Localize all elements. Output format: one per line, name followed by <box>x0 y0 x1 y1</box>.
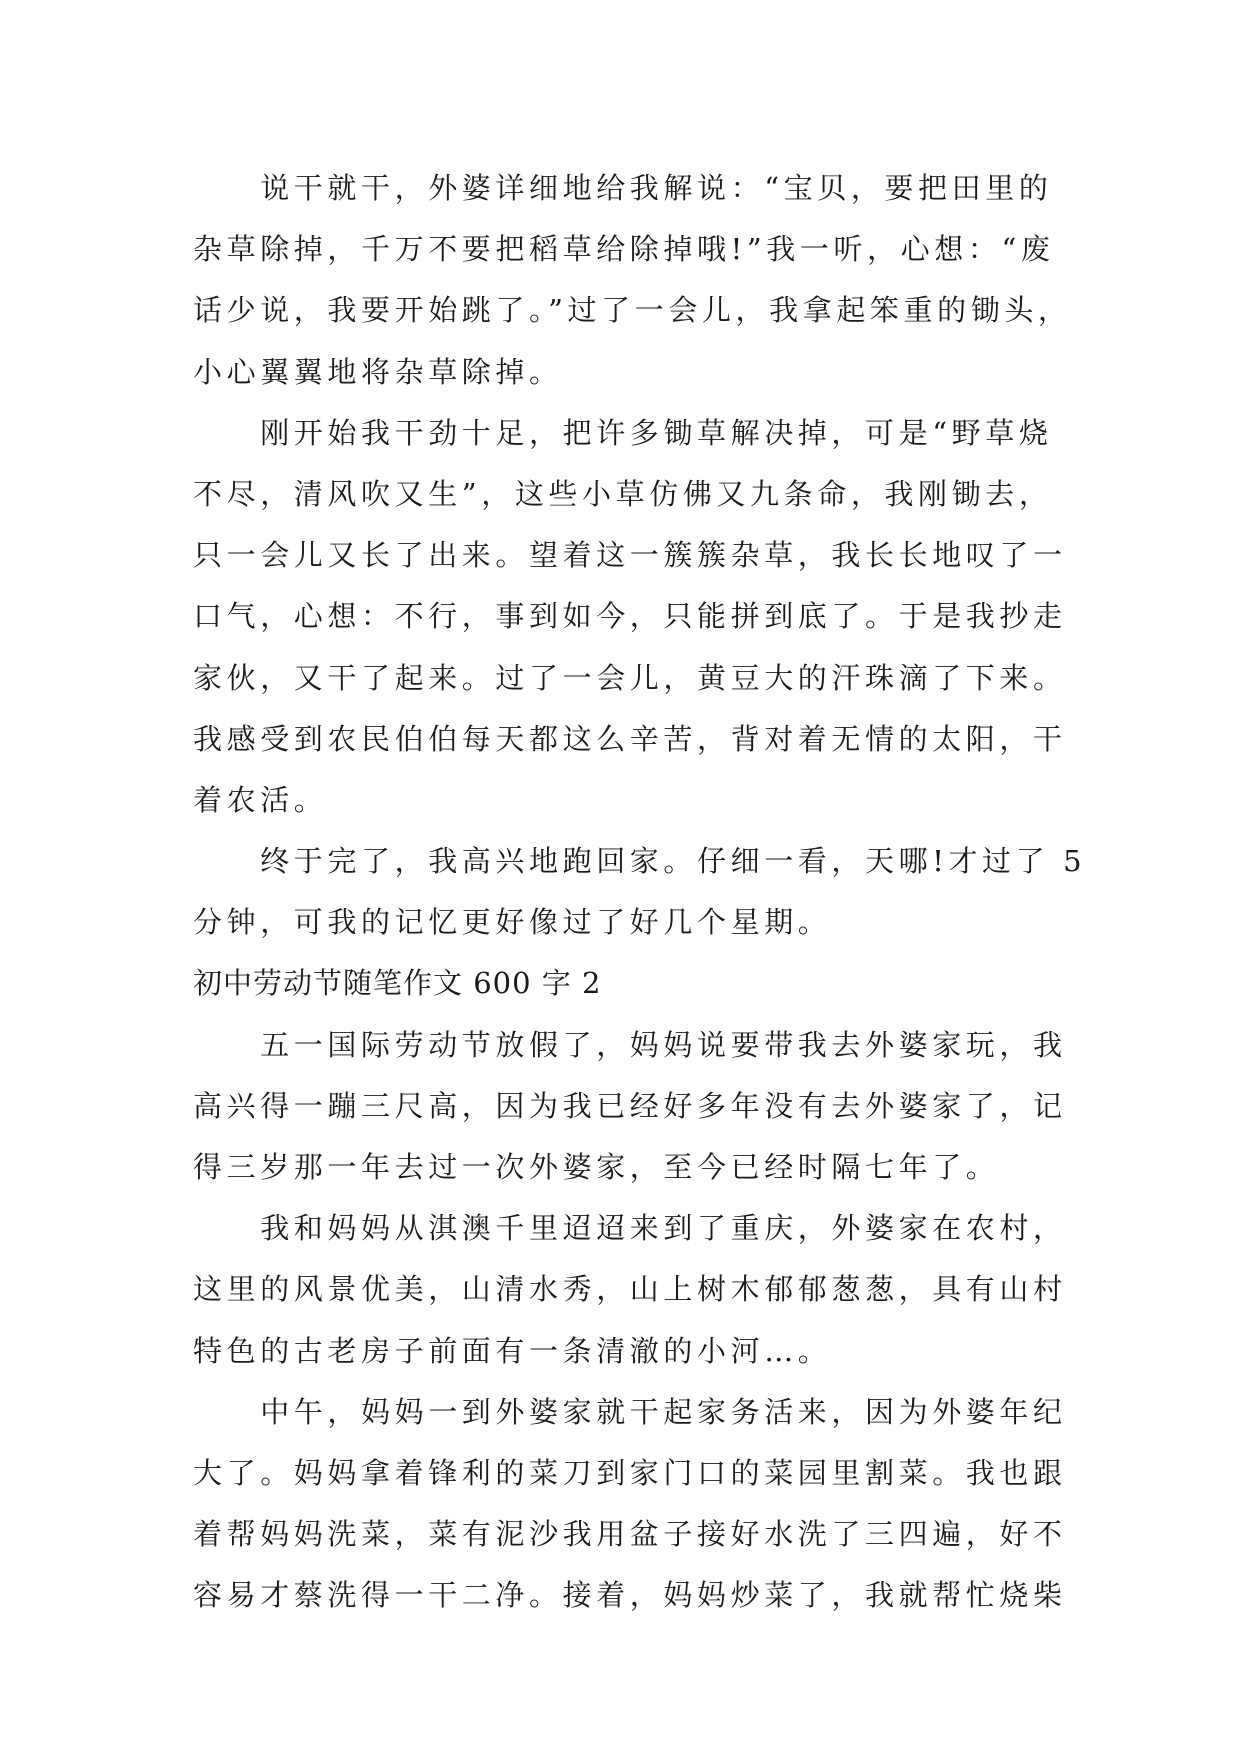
text-line: 小心翼翼地将杂草除掉。 <box>193 354 563 389</box>
text-line: 不尽，清风吹又生”，这些小草仿佛又九条命，我刚锄去， <box>193 476 1053 511</box>
text-line: 着农活。 <box>193 782 328 817</box>
text-line: 着帮妈妈洗菜，菜有泥沙我用盆子接好水洗了三四遍，好不 <box>193 1517 1067 1552</box>
text-line: 杂草除掉，千万不要把稻草给除掉哦!”我一听，心想：“废 <box>193 232 1055 267</box>
text-line: 这里的风景优美，山清水秀，山上树木郁郁葱葱，具有山村 <box>193 1272 1067 1307</box>
text-line: 终于完了，我高兴地跑回家。仔细一看，天哪!才过了 5 <box>193 844 1087 879</box>
text-line: 得三岁那一年去过一次外婆家，至今已经时隔七年了。 <box>193 1150 1000 1184</box>
text-line: 家伙，又干了起来。过了一会儿，黄豆大的汗珠滴了下来。 <box>193 660 1067 695</box>
text-line: 五一国际劳动节放假了，妈妈说要带我去外婆家玩，我 <box>193 1027 1067 1062</box>
text-line: 话少说，我要开始跳了。”过了一会儿，我拿起笨重的锄头， <box>193 293 1072 328</box>
document-page <box>193 158 1087 1627</box>
text-line: 刚开始我干劲十足，把许多锄草解决掉，可是“野草烧 <box>193 415 1053 450</box>
text-line: 只一会儿又长了出来。望着这一簇簇杂草，我长长地叹了一 <box>193 538 1067 573</box>
text-line: 中午，妈妈一到外婆家就干起家务活来，因为外婆年纪 <box>193 1394 1067 1429</box>
text-line: 口气，心想：不行，事到如今，只能拼到底了。于是我抄走 <box>193 599 1067 634</box>
text-line: 我和妈妈从淇澳千里迢迢来到了重庆，外婆家在农村， <box>193 1211 1067 1246</box>
section-heading: 初中劳动节随笔作文 600 字 2 <box>193 966 602 1001</box>
text-line: 大了。妈妈拿着锋利的菜刀到家门口的菜园里割菜。我也跟 <box>193 1455 1067 1490</box>
text-line: 我感受到农民伯伯每天都这么辛苦，背对着无情的太阳，干 <box>193 721 1067 756</box>
text-line: 特色的古老房子前面有一条清澈的小河…。 <box>193 1333 832 1368</box>
text-line: 分钟，可我的记忆更好像过了好几个星期。 <box>193 905 832 940</box>
text-line: 容易才蔡洗得一干二净。接着，妈妈炒菜了，我就帮忙烧柴 <box>193 1578 1067 1613</box>
text-line: 说干就干，外婆详细地给我解说：“宝贝，要把田里的 <box>193 171 1053 205</box>
text-line: 高兴得一蹦三尺高，因为我已经好多年没有去外婆家了，记 <box>193 1088 1067 1123</box>
